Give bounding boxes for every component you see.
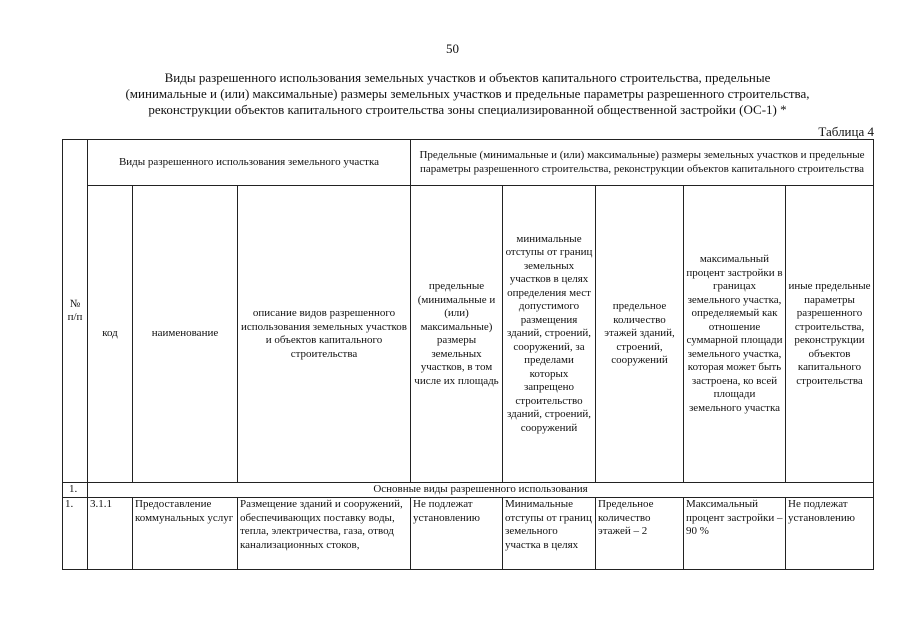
- heading-line-1: Виды разрешенного использования земельных участков и объектов капитального строительства, предельные: [164, 70, 771, 85]
- row-coverage: Максимальный процент застройки – 90 %: [684, 498, 786, 570]
- row-code: 3.1.1: [88, 498, 133, 570]
- header-code: код: [88, 186, 133, 483]
- row-description: Размещение зданий и сооружений, обеспечивающих поставку воды, тепла, электричества, газа, отвод канализационных стоков,: [238, 498, 411, 570]
- header-coverage: максимальный процент застройки в границах земельного участка, определяемый как отношение суммарной площади земельного участка, которая может быть застроена, ко всей площади земельного участка: [684, 186, 786, 483]
- header-floors: предельное количество этажей зданий, строений, сооружений: [596, 186, 684, 483]
- section-num: 1.: [63, 483, 88, 498]
- header-description: описание видов разрешенного использования земельных участков и объектов капитального строительства: [238, 186, 411, 483]
- header-setbacks: минимальные отступы от границ земельных участков в целях определения мест допустимого размещения зданий, строений, сооружений, за пределами которых запрещено строительство зданий, строений, сооружений: [503, 186, 596, 483]
- header-group-use: Виды разрешенного использования земельного участка: [88, 140, 411, 186]
- row-name: Предоставление коммунальных услуг: [133, 498, 238, 570]
- row-floors: Предельное количество этажей – 2: [596, 498, 684, 570]
- header-group-limits: Предельные (минимальные и (или) максимальные) размеры земельных участков и предельные параметры разрешенного строительства, реконструкции объектов капитального строительства: [411, 140, 874, 186]
- section-title: Основные виды разрешенного использования: [88, 483, 874, 498]
- row-setbacks: Минимальные отступы от границ земельного участка в целях: [503, 498, 596, 570]
- row-other: Не подлежат установлению: [786, 498, 874, 570]
- page-number: 50: [446, 41, 459, 56]
- table-caption: Таблица 4: [818, 124, 874, 139]
- header-num: № п/п: [63, 140, 88, 483]
- heading-line-3: реконструкции объектов капитального строительства зоны специализированной общественной застройки (ОС-1) *: [148, 102, 787, 117]
- row-size: Не подлежат установлению: [411, 498, 503, 570]
- heading-line-2: (минимальные и (или) максимальные) размеры земельных участков и предельные параметры разрешенного строительства,: [125, 86, 810, 101]
- document-heading: [60, 70, 875, 118]
- row-num: 1.: [63, 498, 88, 570]
- header-name: наименование: [133, 186, 238, 483]
- header-size: предельные (минимальные и (или) максимальные) размеры земельных участков, в том числе их площадь: [411, 186, 503, 483]
- header-other: иные предельные параметры разрешенного строительства, реконструкции объектов капитального строительства: [786, 186, 874, 483]
- table-row: [63, 498, 874, 570]
- land-use-table: [62, 139, 874, 570]
